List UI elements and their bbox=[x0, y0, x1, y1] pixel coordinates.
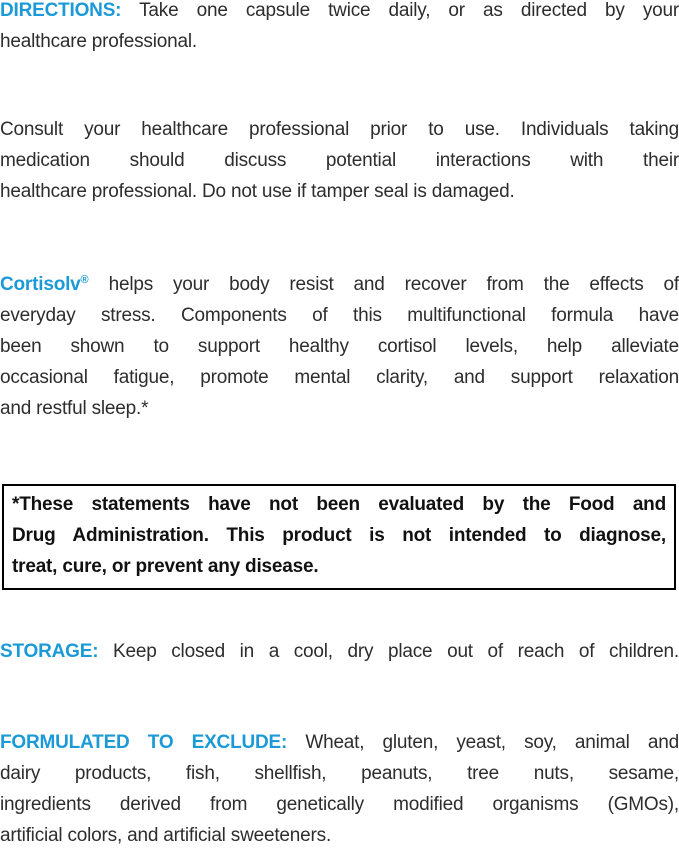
fda-disclaimer-box bbox=[2, 484, 676, 590]
brand-name: Cortisolv® bbox=[0, 274, 89, 295]
directions-heading: DIRECTIONS: bbox=[0, 0, 122, 21]
exclude-heading: FORMULATED TO EXCLUDE: bbox=[0, 732, 288, 753]
storage-text: Keep closed in a cool, dry place out of reach of children. bbox=[113, 641, 679, 662]
exclude-line-3: ingredients derived from genetically modified organisms (GMOs), bbox=[0, 794, 679, 815]
precaution-section bbox=[0, 114, 679, 207]
description-line-2: everyday stress. Components of this multifunctional formula have bbox=[0, 305, 679, 326]
storage-line bbox=[0, 636, 679, 667]
description-line-1 bbox=[0, 265, 679, 300]
storage-section bbox=[0, 636, 679, 667]
exclude-line-1 bbox=[0, 727, 679, 758]
description-line-5: and restful sleep.* bbox=[0, 398, 149, 419]
exclude-text-1: Wheat, gluten, yeast, soy, animal and bbox=[305, 732, 679, 753]
formulated-to-exclude-section bbox=[0, 727, 679, 851]
directions-section bbox=[0, 0, 679, 57]
disclaimer-line-3: treat, cure, or prevent any disease. bbox=[12, 556, 319, 577]
directions-text-1: Take one capsule twice daily, or as directed by your bbox=[139, 0, 679, 21]
precaution-line-1: Consult your healthcare professional prior to use. Individuals taking bbox=[0, 119, 679, 140]
exclude-line-2: dairy products, fish, shellfish, peanuts, tree nuts, sesame, bbox=[0, 763, 679, 784]
directions-line-1 bbox=[0, 0, 679, 26]
directions-text-2: healthcare professional. bbox=[0, 31, 197, 52]
exclude-line-4: artificial colors, and artificial sweeteners. bbox=[0, 825, 332, 846]
description-line-4: occasional fatigue, promote mental clarity, and support relaxation bbox=[0, 367, 679, 388]
precaution-line-2: medication should discuss potential interactions with their bbox=[0, 150, 679, 171]
description-text-1: helps your body resist and recover from the effects of bbox=[108, 274, 679, 295]
product-description-section bbox=[0, 265, 679, 424]
description-line-3: been shown to support healthy cortisol levels, help alleviate bbox=[0, 336, 679, 357]
registered-trademark-icon: ® bbox=[80, 274, 89, 286]
storage-heading: STORAGE: bbox=[0, 641, 99, 662]
disclaimer-line-2: Drug Administration. This product is not intended to diagnose, bbox=[12, 525, 666, 546]
disclaimer-line-1: *These statements have not been evaluated by the Food and bbox=[12, 494, 666, 515]
precaution-line-3: healthcare professional. Do not use if tamper seal is damaged. bbox=[0, 181, 515, 202]
